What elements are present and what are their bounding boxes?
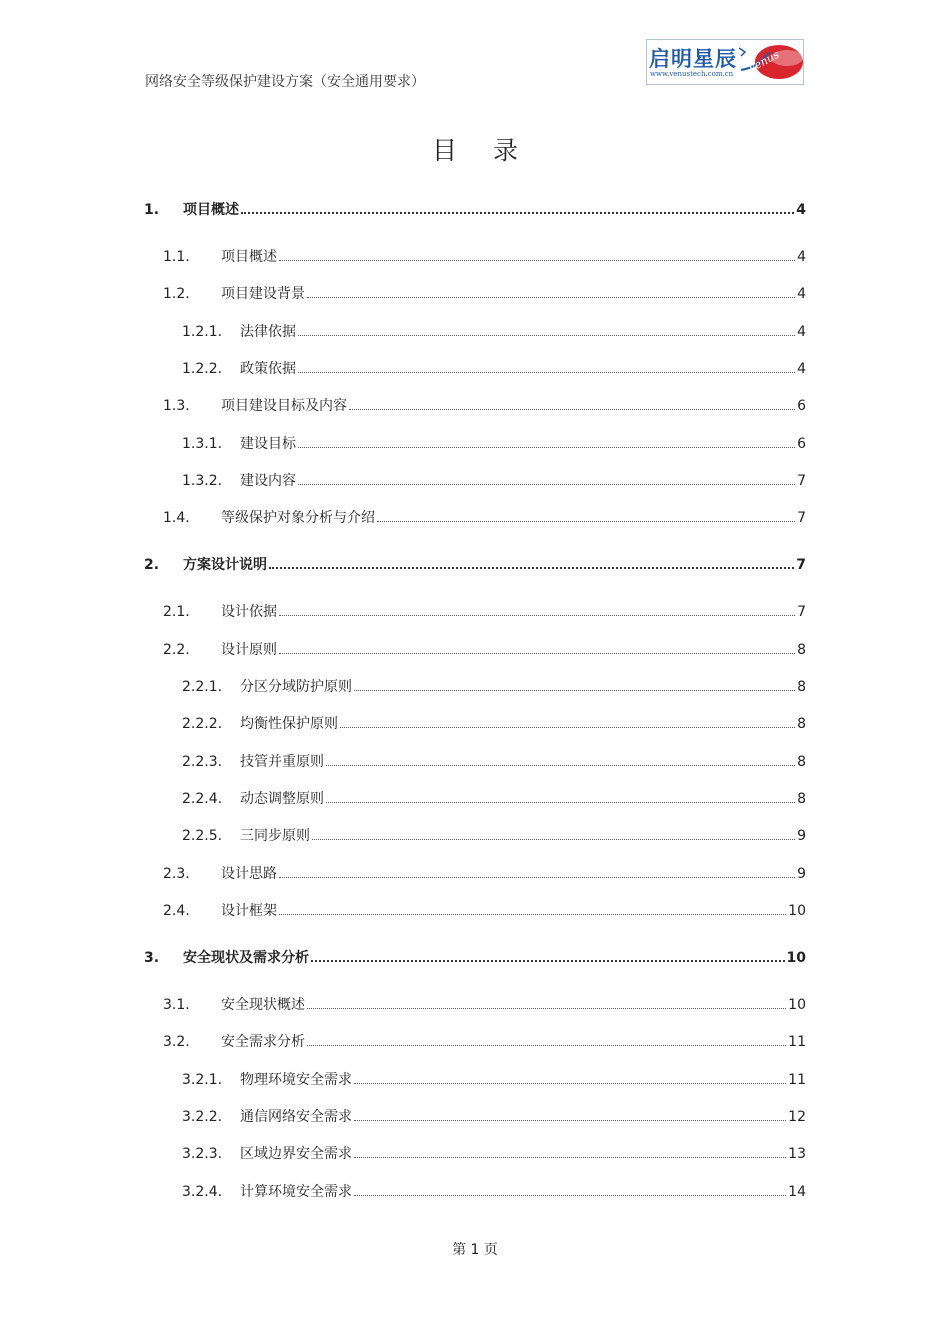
toc-entry-number: 1.3.1. xyxy=(182,436,223,452)
toc-entry-title: 设计原则 xyxy=(221,642,277,658)
toc-entry-level-1[interactable] xyxy=(144,554,806,574)
toc-entry-page: 4 xyxy=(797,286,806,302)
toc-entry-number: 2.4. xyxy=(163,903,190,919)
toc-dot-leader xyxy=(326,765,795,766)
toc-dot-leader xyxy=(340,727,795,728)
toc-entry-number: 2.2. xyxy=(163,642,190,658)
toc-entry-number: 1.3. xyxy=(163,398,190,414)
toc-dot-leader xyxy=(311,960,785,962)
toc-entry-number: 2. xyxy=(144,557,160,573)
toc-entry-page: 4 xyxy=(797,324,806,340)
page-number-footer: 第 1 页 xyxy=(452,1242,498,1258)
toc-entry-number: 3.2. xyxy=(163,1034,190,1050)
toc-entry-title: 项目建设目标及内容 xyxy=(221,398,347,414)
toc-dot-leader xyxy=(279,260,795,261)
toc-entry-level-2[interactable] xyxy=(163,507,806,527)
toc-entry-title: 方案设计说明 xyxy=(183,557,267,573)
toc-entry-title: 建设目标 xyxy=(240,436,296,452)
toc-dot-leader xyxy=(307,1008,786,1009)
toc-entry-level-3[interactable] xyxy=(182,1106,806,1126)
toc-entry-level-3[interactable] xyxy=(182,676,806,696)
toc-entry-page: 7 xyxy=(797,510,806,526)
toc-entry-page: 11 xyxy=(788,1072,806,1088)
toc-dot-leader xyxy=(354,1195,786,1196)
toc-entry-number: 2.3. xyxy=(163,866,190,882)
toc-entry-page: 9 xyxy=(797,828,806,844)
toc-dot-leader xyxy=(307,1045,786,1046)
toc-entry-number: 3. xyxy=(144,950,160,966)
toc-entry-page: 10 xyxy=(786,950,806,966)
logo-text: 启明星辰 xyxy=(649,47,737,71)
toc-entry-number: 2.2.1. xyxy=(182,679,223,695)
toc-dot-leader xyxy=(279,877,795,878)
toc-entry-number: 1.4. xyxy=(163,510,190,526)
toc-dot-leader xyxy=(241,212,794,214)
toc-entry-number: 2.1. xyxy=(163,604,190,620)
toc-entry-title: 项目概述 xyxy=(183,202,239,218)
toc-entry-title: 设计框架 xyxy=(221,903,277,919)
toc-entry-number: 3.2.3. xyxy=(182,1146,223,1162)
toc-entry-page: 4 xyxy=(797,249,806,265)
toc-entry-number: 1.2.2. xyxy=(182,361,223,377)
toc-entry-page: 8 xyxy=(797,791,806,807)
toc-entry-title: 计算环境安全需求 xyxy=(240,1184,352,1200)
toc-entry-page: 6 xyxy=(797,398,806,414)
toc-entry-title: 通信网络安全需求 xyxy=(240,1109,352,1125)
toc-entry-page: 8 xyxy=(797,754,806,770)
toc-entry-page: 4 xyxy=(797,361,806,377)
toc-entry-title: 法律依据 xyxy=(240,324,296,340)
toc-entry-level-2[interactable] xyxy=(163,283,806,303)
toc-entry-number: 2.2.2. xyxy=(182,716,223,732)
toc-entry-number: 1. xyxy=(144,202,160,218)
toc-entry-page: 8 xyxy=(797,679,806,695)
toc-entry-level-2[interactable] xyxy=(163,863,806,883)
toc-entry-number: 1.2.1. xyxy=(182,324,223,340)
toc-entry-page: 10 xyxy=(788,997,806,1013)
toc-dot-leader xyxy=(326,802,795,803)
toc-entry-number: 3.1. xyxy=(163,997,190,1013)
toc-entry-page: 11 xyxy=(788,1034,806,1050)
toc-entry-level-2[interactable] xyxy=(163,246,806,266)
toc-entry-title: 政策依据 xyxy=(240,361,296,377)
toc-entry-page: 4 xyxy=(796,202,806,218)
toc-entry-number: 2.2.4. xyxy=(182,791,223,807)
toc-entry-number: 2.2.3. xyxy=(182,754,223,770)
logo-mark-text: Venus xyxy=(745,47,782,76)
toc-dot-leader xyxy=(298,447,795,448)
toc-entry-page: 14 xyxy=(788,1184,806,1200)
toc-dot-leader xyxy=(307,297,795,298)
toc-dot-leader xyxy=(279,615,795,616)
toc-entry-title: 设计依据 xyxy=(221,604,277,620)
toc-entry-title: 安全现状概述 xyxy=(221,997,305,1013)
toc-entry-level-3[interactable] xyxy=(182,470,806,490)
toc-entry-title: 项目建设背景 xyxy=(221,286,305,302)
toc-entry-number: 2.2.5. xyxy=(182,828,223,844)
toc-dot-leader xyxy=(269,567,794,569)
logo-url: www.venustech.com.cn xyxy=(650,70,734,78)
toc-entry-level-2[interactable] xyxy=(163,994,806,1014)
toc-entry-title: 安全现状及需求分析 xyxy=(183,950,309,966)
toc-entry-level-3[interactable] xyxy=(182,751,806,771)
toc-entry-level-3[interactable] xyxy=(182,433,806,453)
toc-entry-level-3[interactable] xyxy=(182,825,806,845)
toc-dot-leader xyxy=(312,839,795,840)
toc-entry-page: 12 xyxy=(788,1109,806,1125)
company-logo xyxy=(646,39,804,85)
toc-entry-title: 分区分域防护原则 xyxy=(240,679,352,695)
toc-entry-title: 三同步原则 xyxy=(240,828,310,844)
toc-entry-level-1[interactable] xyxy=(144,947,806,967)
toc-entry-number: 1.1. xyxy=(163,249,190,265)
toc-entry-title: 项目概述 xyxy=(221,249,277,265)
toc-entry-page: 9 xyxy=(797,866,806,882)
toc-entry-page: 8 xyxy=(797,642,806,658)
toc-entry-number: 3.2.2. xyxy=(182,1109,223,1125)
toc-entry-title: 物理环境安全需求 xyxy=(240,1072,352,1088)
toc-entry-page: 6 xyxy=(797,436,806,452)
toc-entry-level-3[interactable] xyxy=(182,1181,806,1201)
toc-entry-title: 设计思路 xyxy=(221,866,277,882)
toc-entry-page: 7 xyxy=(796,557,806,573)
toc-dot-leader xyxy=(354,1083,786,1084)
toc-entry-level-2[interactable] xyxy=(163,639,806,659)
toc-entry-title: 均衡性保护原则 xyxy=(240,716,338,732)
toc-entry-level-3[interactable] xyxy=(182,713,806,733)
toc-dot-leader xyxy=(349,409,795,410)
toc-entry-number: 1.3.2. xyxy=(182,473,223,489)
toc-dot-leader xyxy=(377,521,795,522)
toc-entry-level-3[interactable] xyxy=(182,358,806,378)
toc-entry-title: 技管并重原则 xyxy=(240,754,324,770)
toc-entry-title: 等级保护对象分析与介绍 xyxy=(221,510,375,526)
toc-entry-level-1[interactable] xyxy=(144,199,806,219)
toc-entry-level-3[interactable] xyxy=(182,321,806,341)
toc-dot-leader xyxy=(354,1157,786,1158)
toc-entry-title: 动态调整原则 xyxy=(240,791,324,807)
toc-entry-number: 1.2. xyxy=(163,286,190,302)
toc-entry-level-3[interactable] xyxy=(182,1069,806,1089)
toc-dot-leader xyxy=(298,372,795,373)
toc-dot-leader xyxy=(279,653,795,654)
toc-entry-page: 8 xyxy=(797,716,806,732)
toc-dot-leader xyxy=(298,484,795,485)
toc-entry-title: 建设内容 xyxy=(240,473,296,489)
toc-entry-number: 3.2.4. xyxy=(182,1184,223,1200)
toc-entry-page: 10 xyxy=(788,903,806,919)
toc-dot-leader xyxy=(354,1120,786,1121)
toc-entry-page: 7 xyxy=(797,604,806,620)
toc-entry-level-3[interactable] xyxy=(182,1143,806,1163)
document-header-title: 网络安全等级保护建设方案（安全通用要求） xyxy=(145,74,425,90)
toc-dot-leader xyxy=(354,690,795,691)
toc-entry-level-2[interactable] xyxy=(163,601,806,621)
toc-dot-leader xyxy=(298,335,795,336)
toc-entry-level-2[interactable] xyxy=(163,1031,806,1051)
toc-entry-level-2[interactable] xyxy=(163,900,806,920)
toc-entry-level-2[interactable] xyxy=(163,395,806,415)
toc-entry-number: 3.2.1. xyxy=(182,1072,223,1088)
toc-entry-title: 安全需求分析 xyxy=(221,1034,305,1050)
toc-entry-title: 区域边界安全需求 xyxy=(240,1146,352,1162)
toc-entry-level-3[interactable] xyxy=(182,788,806,808)
toc-dot-leader xyxy=(279,914,786,915)
toc-title: 目 录 xyxy=(432,136,532,165)
toc-entry-page: 7 xyxy=(797,473,806,489)
toc-entry-page: 13 xyxy=(788,1146,806,1162)
